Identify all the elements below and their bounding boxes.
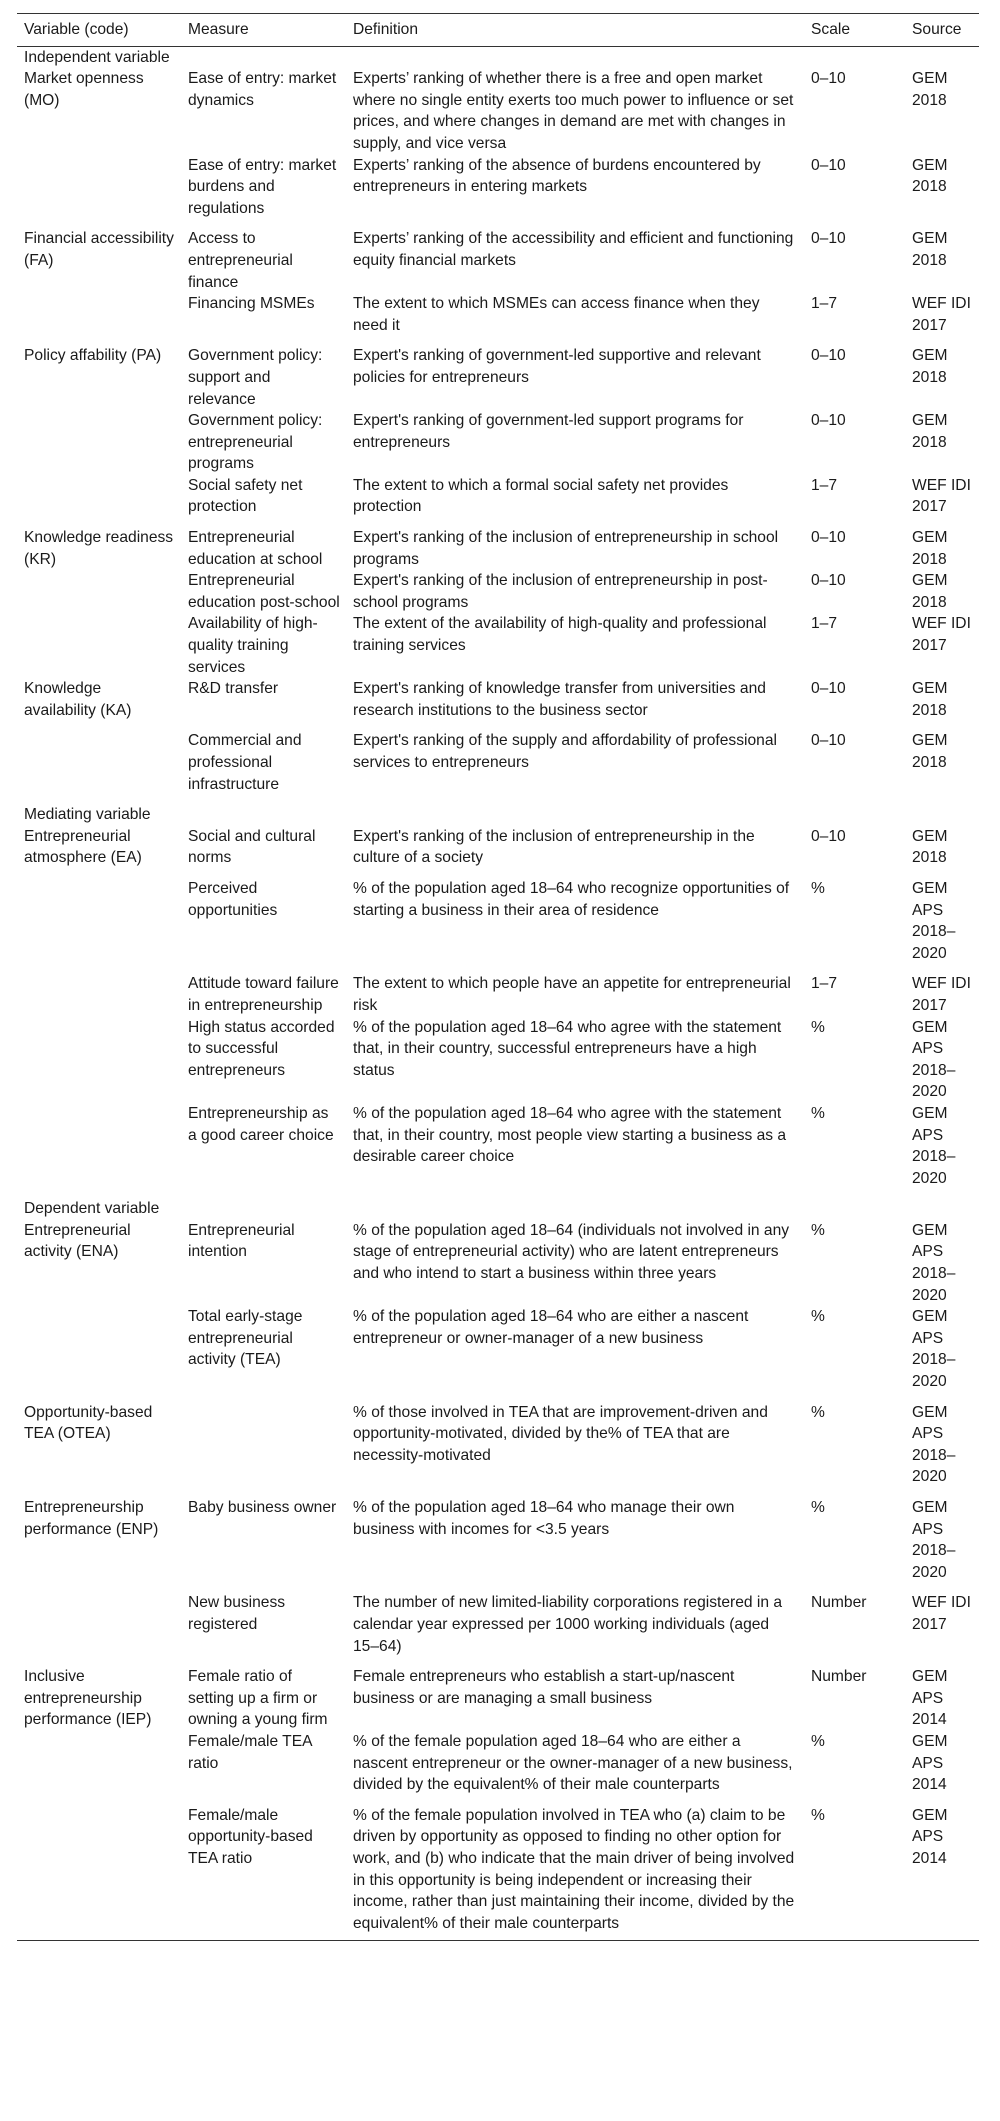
measure-cell: Female/male opportunity-based TEA ratio xyxy=(188,1806,313,1867)
measure-cell: Perceived opportunities xyxy=(188,879,278,919)
definition-cell: Experts’ ranking of the accessibility and efficient and functioning equity financial markets xyxy=(353,230,794,269)
table-row xyxy=(17,1796,979,1941)
measure-cell: Availability of high-quality training services xyxy=(188,615,318,676)
scale-cell: Number xyxy=(811,1594,867,1612)
source-cell: GEM APS 2018–2020 xyxy=(912,1403,956,1486)
measure-cell: Commercial and professional infrastructure xyxy=(188,732,302,793)
variable-cell: Entrepreneurial atmosphere (EA) xyxy=(24,827,142,867)
empty-cell xyxy=(181,795,346,826)
scale-cell: 0–10 xyxy=(811,230,846,248)
variable-cell xyxy=(17,1103,181,1189)
measure-cell: Government policy: entrepreneurial programs xyxy=(188,412,323,473)
section-row xyxy=(17,46,979,68)
table-row xyxy=(17,518,979,570)
header-measure: Measure xyxy=(188,21,249,38)
definition-cell: % of the population aged 18–64 who recognize opportunities of starting a business in their area of residence xyxy=(353,879,790,919)
definition-cell: Female entrepreneurs who establish a start-up/nascent business or are managing a small business xyxy=(353,1668,735,1707)
definition-cell: Expert's ranking of the inclusion of entrepreneurship in post-school programs xyxy=(353,572,768,611)
empty-cell xyxy=(804,795,905,826)
empty-cell xyxy=(905,1189,979,1220)
empty-cell xyxy=(905,46,979,68)
table-row xyxy=(17,155,979,220)
scale-cell: 0–10 xyxy=(811,347,846,365)
variable-cell: Entrepreneurship performance (ENP) xyxy=(24,1499,159,1538)
header-definition: Definition xyxy=(353,21,419,38)
scale-cell: % xyxy=(811,1732,825,1750)
measure-cell: Entrepreneurial education at school xyxy=(188,529,323,568)
source-cell: GEM 2018 xyxy=(912,827,948,867)
definition-cell: Expert's ranking of the inclusion of entrepreneurship in the culture of a society xyxy=(353,827,755,867)
measure-cell: Entrepreneurial intention xyxy=(188,1221,295,1261)
table-row xyxy=(17,475,979,518)
empty-cell xyxy=(804,1189,905,1220)
scale-cell: 0–10 xyxy=(811,70,846,88)
variable-cell xyxy=(17,964,181,1016)
variable-cell xyxy=(17,410,181,475)
source-cell: GEM APS 2014 xyxy=(912,1668,948,1729)
table-row xyxy=(17,826,979,869)
source-cell: GEM APS 2018–2020 xyxy=(912,1308,956,1391)
variable-cell xyxy=(17,1306,181,1392)
variable-cell: Knowledge availability (KA) xyxy=(24,680,132,719)
definition-cell: Expert's ranking of the supply and affordability of professional services to entrepreneurs xyxy=(353,732,777,771)
measure-cell: New business registered xyxy=(188,1594,286,1633)
definition-cell: % of the population aged 18–64 who are either a nascent entrepreneur or owner-manager of a new business xyxy=(353,1308,749,1347)
table-row xyxy=(17,336,979,410)
table-row xyxy=(17,1657,979,1731)
definition-cell: The extent to which MSMEs can access finance when they need it xyxy=(353,295,760,334)
table-body xyxy=(17,46,979,1941)
variables-table xyxy=(17,13,979,1941)
variable-cell xyxy=(17,721,181,795)
definition-cell: Experts’ ranking of the absence of burdens encountered by entrepreneurs in entering markets xyxy=(353,156,761,196)
source-cell: GEM APS 2018–2020 xyxy=(912,1018,956,1101)
source-cell: GEM 2018 xyxy=(912,347,948,386)
section-row xyxy=(17,1189,979,1220)
table-row xyxy=(17,1583,979,1657)
table-row xyxy=(17,1731,979,1796)
source-cell: GEM APS 2018–2020 xyxy=(912,1221,956,1304)
variable-cell xyxy=(17,1017,181,1103)
scale-cell: % xyxy=(811,1104,825,1122)
scale-cell: 0–10 xyxy=(811,827,846,845)
scale-cell: 1–7 xyxy=(811,295,838,313)
scale-cell: % xyxy=(811,1308,825,1326)
measure-cell: Female/male TEA ratio xyxy=(188,1732,312,1772)
table-row xyxy=(17,964,979,1016)
measure-cell: Entrepreneurial education post-school xyxy=(188,572,340,611)
measure-cell: Social and cultural norms xyxy=(188,827,316,867)
table-row xyxy=(17,1488,979,1583)
source-cell: GEM 2018 xyxy=(912,70,948,109)
scale-cell: % xyxy=(811,1806,825,1824)
table-row xyxy=(17,570,979,613)
scale-cell: 0–10 xyxy=(811,529,846,547)
definition-cell: % of those involved in TEA that are improvement-driven and opportunity-motivated, divided by the% of TEA that are necessity-motivated xyxy=(353,1403,768,1464)
definition-cell: % of the population aged 18–64 who agree with the statement that, in their country, successful entrepreneurs have a high status xyxy=(353,1018,782,1079)
definition-cell: % of the female population involved in TEA who (a) claim to be driven by opportunity as opposed to finding no other option for work, and (b) who indicate that the main driver of being involved in this opportunity is being independent or increasing their income, rather than just maintaining their income, divided by the equivalent% of their male counterparts xyxy=(353,1806,795,1932)
measure-cell: Female ratio of setting up a firm or owning a young firm xyxy=(188,1668,328,1729)
section-label: Dependent variable xyxy=(24,1200,160,1218)
definition-cell: Expert's ranking of the inclusion of entrepreneurship in school programs xyxy=(353,529,779,568)
variable-cell xyxy=(17,613,181,678)
variable-cell xyxy=(17,475,181,518)
table-row xyxy=(17,613,979,678)
table-row xyxy=(17,293,979,336)
empty-cell xyxy=(181,46,346,68)
source-cell: GEM 2018 xyxy=(912,412,948,451)
source-cell: GEM 2018 xyxy=(912,156,948,196)
measure-cell: R&D transfer xyxy=(188,680,279,698)
scale-cell: 1–7 xyxy=(811,975,838,993)
empty-cell xyxy=(346,795,804,826)
definition-cell: The extent of the availability of high-quality and professional training services xyxy=(353,615,767,655)
definition-cell: % of the population aged 18–64 who manage their own business with incomes for <3.5 years xyxy=(353,1499,735,1538)
source-cell: GEM 2018 xyxy=(912,529,948,568)
table-row xyxy=(17,1220,979,1306)
table-row xyxy=(17,678,979,721)
variable-cell xyxy=(17,1731,181,1796)
measure-cell: Ease of entry: market dynamics xyxy=(188,70,337,109)
source-cell: GEM 2018 xyxy=(912,572,948,611)
source-cell: GEM APS 2018–2020 xyxy=(912,1499,956,1581)
variable-cell: Knowledge readiness (KR) xyxy=(24,529,174,568)
scale-cell: 0–10 xyxy=(811,412,846,430)
variable-cell xyxy=(17,155,181,220)
table-header xyxy=(17,14,979,47)
variable-cell xyxy=(17,869,181,964)
scale-cell: 0–10 xyxy=(811,680,846,698)
table-container xyxy=(17,13,979,1941)
source-cell: GEM APS 2018–2020 xyxy=(912,879,956,962)
source-cell: WEF IDI 2017 xyxy=(912,1594,971,1633)
table-row xyxy=(17,1393,979,1488)
table-row xyxy=(17,721,979,795)
scale-cell: % xyxy=(811,1403,825,1421)
variable-cell: Market openness (MO) xyxy=(24,70,144,109)
definition-cell: The number of new limited-liability corporations registered in a calendar year expressed per 1000 working individuals (aged 15–64) xyxy=(353,1594,783,1655)
variable-cell: Inclusive entrepreneurship performance (IEP) xyxy=(24,1668,152,1729)
variable-cell: Opportunity-based TEA (OTEA) xyxy=(24,1403,153,1443)
scale-cell: % xyxy=(811,1018,825,1036)
source-cell: GEM APS 2014 xyxy=(912,1732,948,1794)
scale-cell: % xyxy=(811,1221,825,1239)
definition-cell: Experts’ ranking of whether there is a free and open market where no single entity exerts too much power to influence or set prices, and where changes in demand are met with changes in supply, and vice versa xyxy=(353,70,794,152)
measure-cell: Baby business owner xyxy=(188,1499,337,1516)
table-row xyxy=(17,410,979,475)
scale-cell: Number xyxy=(811,1668,867,1686)
variable-cell xyxy=(17,1583,181,1657)
section-row xyxy=(17,795,979,826)
variable-cell xyxy=(17,1796,181,1941)
definition-cell: Expert's ranking of knowledge transfer from universities and research institutions to the business sector xyxy=(353,680,766,719)
definition-cell: % of the population aged 18–64 (individuals not involved in any stage of entrepreneurial activity) who are latent entrepreneurs and who intend to start a business within three years xyxy=(353,1221,790,1283)
source-cell: GEM APS 2014 xyxy=(912,1806,948,1867)
measure-cell: Access to entrepreneurial finance xyxy=(188,230,293,291)
variable-cell: Entrepreneurial activity (ENA) xyxy=(24,1221,131,1261)
measure-cell: Entrepreneurship as a good career choice xyxy=(188,1104,334,1144)
table-row xyxy=(17,1306,979,1392)
empty-cell xyxy=(804,46,905,68)
scale-cell: 0–10 xyxy=(811,156,846,174)
measure-cell: Attitude toward failure in entrepreneurship xyxy=(188,975,339,1014)
definition-cell: The extent to which people have an appetite for entrepreneurial risk xyxy=(353,975,791,1014)
definition-cell: The extent to which a formal social safety net provides protection xyxy=(353,476,729,516)
scale-cell: 0–10 xyxy=(811,732,846,750)
table-row xyxy=(17,68,979,154)
source-cell: WEF IDI 2017 xyxy=(912,476,971,516)
empty-cell xyxy=(346,1189,804,1220)
section-label: Independent variable xyxy=(24,48,170,66)
empty-cell xyxy=(905,795,979,826)
definition-cell: Expert's ranking of government-led support programs for entrepreneurs xyxy=(353,412,744,451)
empty-cell xyxy=(346,46,804,68)
variable-cell xyxy=(17,293,181,336)
measure-cell xyxy=(181,1393,346,1488)
scale-cell: % xyxy=(811,1499,825,1516)
header-row xyxy=(17,14,979,47)
source-cell: GEM 2018 xyxy=(912,732,948,771)
source-cell: GEM 2018 xyxy=(912,230,948,269)
header-source: Source xyxy=(912,21,962,38)
measure-cell: Total early-stage entrepreneurial activity (TEA) xyxy=(188,1308,303,1369)
empty-cell xyxy=(181,1189,346,1220)
scale-cell: % xyxy=(811,879,825,897)
scale-cell: 0–10 xyxy=(811,572,846,590)
variable-cell xyxy=(17,570,181,613)
header-variable: Variable (code) xyxy=(24,21,129,38)
measure-cell: High status accorded to successful entrepreneurs xyxy=(188,1018,335,1079)
definition-cell: Expert's ranking of government-led supportive and relevant policies for entrepreneurs xyxy=(353,347,761,386)
source-cell: GEM 2018 xyxy=(912,680,948,719)
header-scale: Scale xyxy=(811,21,851,38)
scale-cell: 1–7 xyxy=(811,476,838,494)
table-row xyxy=(17,1017,979,1103)
measure-cell: Ease of entry: market burdens and regulations xyxy=(188,156,337,217)
table-row xyxy=(17,219,979,293)
variable-cell: Policy affability (PA) xyxy=(24,347,162,365)
source-cell: WEF IDI 2017 xyxy=(912,295,971,334)
source-cell: GEM APS 2018–2020 xyxy=(912,1104,956,1187)
variable-cell: Financial accessibility (FA) xyxy=(24,230,174,269)
measure-cell: Financing MSMEs xyxy=(188,295,315,313)
measure-cell: Social safety net protection xyxy=(188,476,303,516)
table-row xyxy=(17,1103,979,1189)
source-cell: WEF IDI 2017 xyxy=(912,615,971,655)
scale-cell: 1–7 xyxy=(811,615,838,633)
source-cell: WEF IDI 2017 xyxy=(912,975,971,1014)
definition-cell: % of the female population aged 18–64 who are either a nascent entrepreneur or the owner-manager of a new business, divided by the equivalent% of their male counterparts xyxy=(353,1732,793,1794)
measure-cell: Government policy: support and relevance xyxy=(188,347,323,408)
definition-cell: % of the population aged 18–64 who agree with the statement that, in their country, most people view starting a business as a desirable career choice xyxy=(353,1104,787,1166)
table-row xyxy=(17,869,979,964)
section-label: Mediating variable xyxy=(24,806,151,824)
